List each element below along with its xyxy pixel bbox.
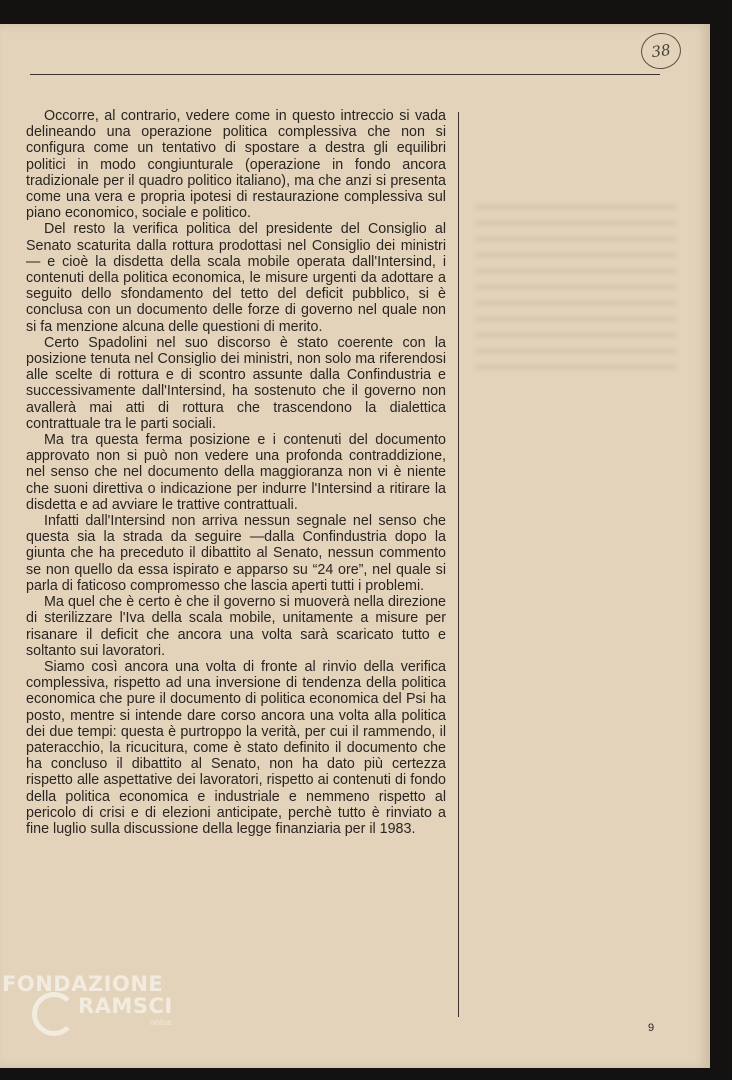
paragraph-4: Ma tra questa ferma posizione e i contenuti del documento approvato non si può non vedere una profonda contraddizione, nel senso che nel documento della maggioranza non vi è niente che suoni direttiva o indicazione per indurre l'Intersind a ritirare la disdetta e ad avviare le trattive contrattuali.	[26, 432, 446, 513]
page-number: 9	[648, 1022, 655, 1034]
archive-number-stamp: 38	[639, 30, 684, 71]
watermark-suffix: onlus	[150, 1018, 172, 1027]
paper-sheet	[0, 24, 710, 1068]
bleed-through-text	[476, 194, 676, 374]
paragraph-1: Occorre, al contrario, vedere come in questo intreccio si vada delineando una operazione politica complessiva che non si configura come un tentativo di spostare a destra gli equilibri politici in modo congiunturale (operazione in fondo ancora tradizionale per il quadro politico italiano), ma che anzi si presenta come una vera e propria ipotesi di restaurazione complessiva sul piano economico, sociale e politico.	[26, 108, 446, 222]
paragraph-6: Ma quel che è certo è che il governo si muoverà nella direzione di sterilizzare l'Iva della scala mobile, unitamente a misure per risanare il deficit che ancora una volta sarà scaricato tutto e soltanto sui lavoratori.	[26, 594, 446, 659]
paragraph-3: Certo Spadolini nel suo discorso è stato coerente con la posizione tenuta nel Consiglio dei ministri, non solo ma riferendosi alle scelte di rottura e di scontro assunte dalla Confindustria e successivamente dall'Intersind, ha sostenuto che il governo non avallerà mai atti di rottura che trascendono la dialettica contrattuale tra le parti sociali.	[26, 334, 446, 432]
paragraph-5: Infatti dall'Intersind non arriva nessun segnale nel senso che questa sia la strada da seguire —dalla Confindustria dopo la giunta che ha preceduto il dibattito al Senato, nessun commento se non quello da essa ispirato e apparso su “24 ore”, nel quale si parla di faticoso compromesso che lascia aperti tutti i problemi.	[26, 513, 446, 594]
paragraph-2: Del resto la verifica politica del presidente del Consiglio al Senato scaturita dalla rottura prodottasi nel Consiglio dei ministri — e cioè la disdetta della scala mobile operata dall'Intersind, i contenuti della politica economica, le misure urgenti da adottare a seguito dello sfondamento del tetto del deficit pubblico, si è conclusa con un documento delle forze di governo nel quale non si fa menzione alcuna delle questioni di merito.	[26, 221, 446, 335]
article-column	[26, 108, 446, 837]
paragraph-7: Siamo così ancora una volta di fronte al rinvio della verifica complessiva, rispetto ad una inversione di tendenza della politica economica che pure il documento di politica economica del Psi ha posto, mentre si intende dare corso ancora una volta alla politica dei due tempi: questa è purtroppo la verità, per cui il rammendo, il pateracchio, la ricucitura, come è stato definito il documento che ha concluso il dibattito al Senato, non ha dato più certezza rispetto alle aspettative dei lavoratori, rispetto ai contenuti di fondo della politica economica e industriale e nemmeno rispetto al pericolo di crisi e di elezioni anticipate, perchè tutto è rinviato a fine luglio sulla discussione della legge finanziaria per il 1983.	[26, 658, 446, 837]
gramsci-g-logo-icon	[32, 992, 76, 1036]
column-divider	[458, 112, 459, 1017]
top-rule	[30, 74, 660, 75]
fondazione-gramsci-watermark	[2, 972, 192, 1072]
watermark-line2: RAMSCI	[78, 994, 173, 1018]
watermark-line1: FONDAZIONE	[2, 972, 164, 996]
